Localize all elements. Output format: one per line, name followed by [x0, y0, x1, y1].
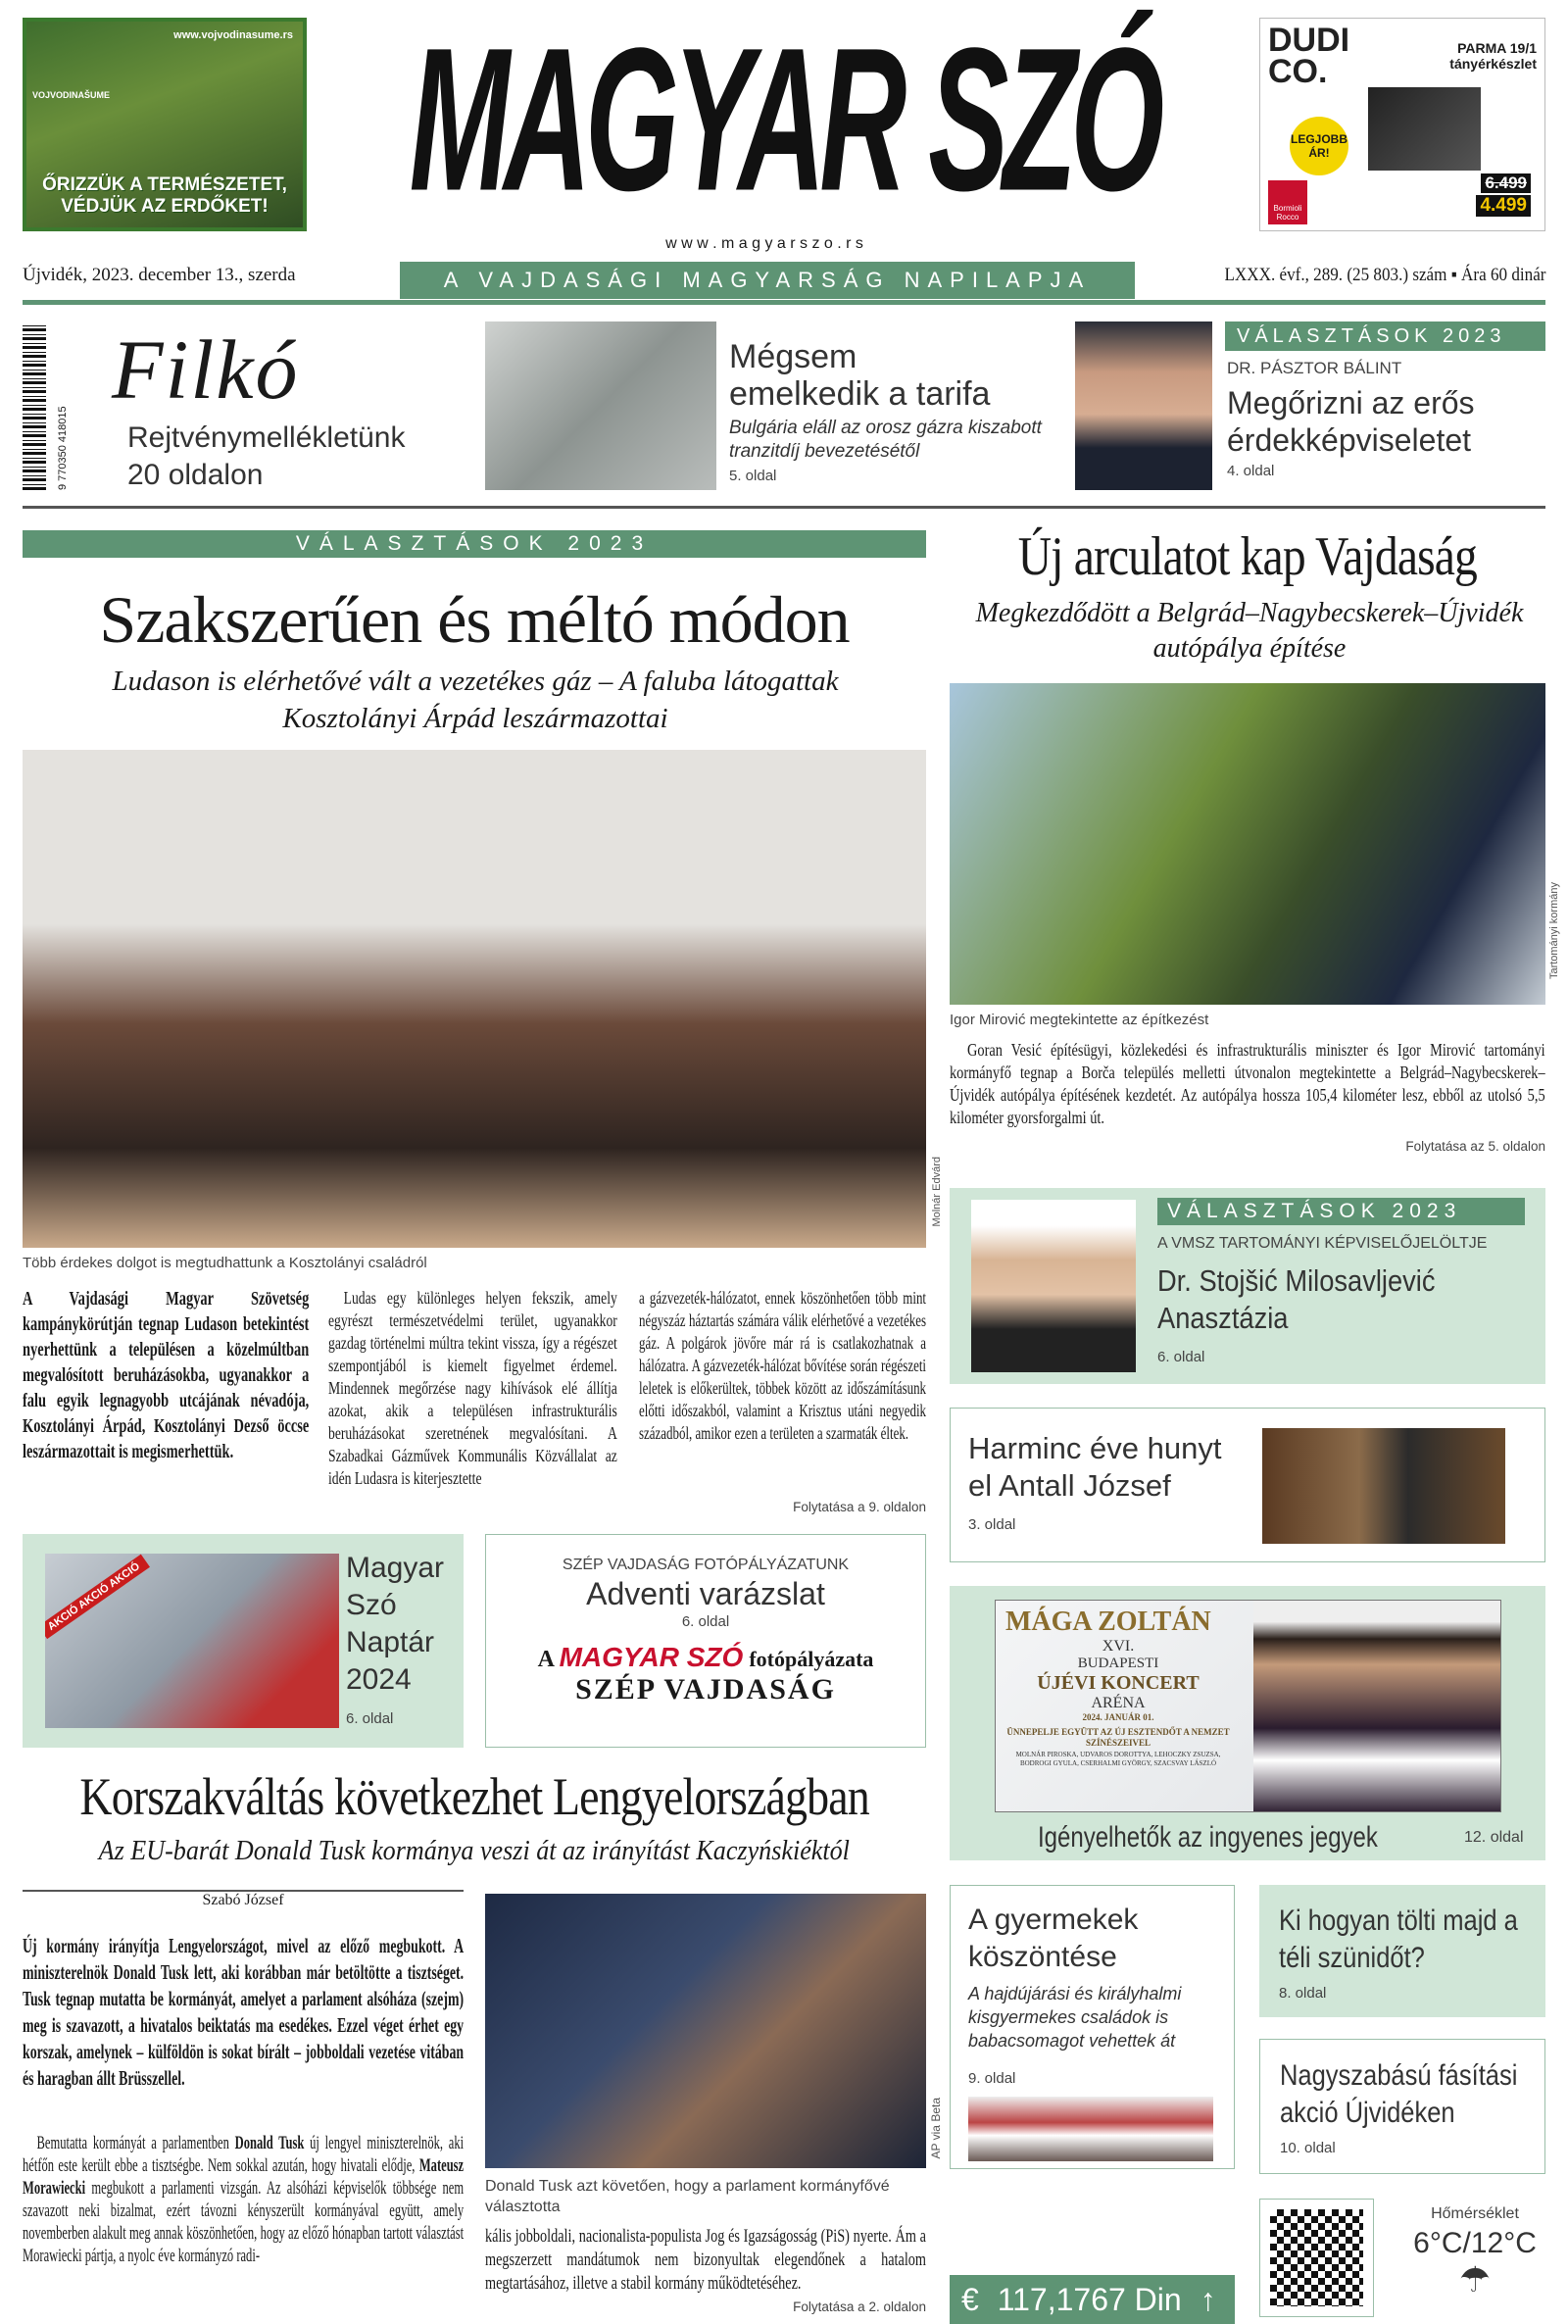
highway-photo-credit: Tartományi kormány — [1548, 882, 1560, 980]
weather — [1404, 2205, 1545, 2299]
naptar-page: 6. oldal — [346, 1710, 394, 1727]
gyermekek-page: 9. oldal — [968, 2070, 1016, 2087]
masthead-logo[interactable]: MAGYAR SZÓ — [409, 5, 1158, 233]
fasitas-title: Nagyszabású fásítási akció Újvidéken — [1280, 2059, 1518, 2129]
logo-a: A — [537, 1647, 554, 1672]
maga-concert-promo[interactable] — [950, 1586, 1545, 1860]
lead-continued[interactable]: Folytatása a 9. oldalon — [793, 1500, 926, 1514]
lead-col1: A Vajdasági Magyar Szövetség kampánykörútján tegnap Ludason betekintést nyerhettünk a településen a közelmúltban megvalósított beruházásokba, ugyanakkor a falu egyik legnagyobb utcájának névadója, Kosztolányi Árpád, Kosztolányi Dezső öccse leszármazottait is megismerhettük. — [23, 1289, 310, 1462]
ad-venue: ARÉNA — [1091, 1695, 1146, 1711]
highway-body: Goran Vesić építésügyi, közlekedési és infrastrukturális miniszter és Igor Mirović tartományi kormányfő tegnap a Borča település melletti útvonalon megtekintette a Belgrád–Nagybecskerek– Újvidék autópálya építésének kezdetét. Az autópálya hossza 105,4 kilométer lesz, ebből az utolsó 5,5 kilométer gyorsforgalmi út. — [950, 1040, 1545, 1127]
ad-vojvodinasume[interactable] — [23, 18, 307, 231]
pasztor-name: DR. PÁSZTOR BÁLINT — [1227, 359, 1402, 377]
lead-col2: Ludas egy különleges helyen fekszik, amely egyrészt természetvédelmi terület, ugyanakkor gazdag történelmi múltra tekint vissza, így a régészet szempontjából is kiemelt figyelmet érdemel. Mindennek megőrzése nagy kihívások elé állítja azokat, akik a településen infrastrukturális beruházásokat szeretnének megvalósítani. A Szabadkai Gázművek Kommunális Közvállalat az idén Ludasra is kiterjesztette — [328, 1288, 617, 1488]
lead-photo[interactable] — [23, 750, 926, 1248]
qr-code-icon — [1270, 2209, 1363, 2306]
antall-page: 3. oldal — [968, 1516, 1016, 1533]
foto-title: Adventi varázslat — [586, 1576, 825, 1611]
stojsic-kicker: A VMSZ TARTOMÁNYI KÉPVISELŐJELÖLTJE — [1157, 1235, 1488, 1252]
filko-text: Rejtvénymellékletünk 20 oldalon — [127, 421, 406, 491]
ad-edition: XVI. — [1102, 1638, 1135, 1655]
lead-headline[interactable]: Szakszerűen és méltó módon — [99, 582, 850, 657]
gyermekek-sub: A hajdújárási és királyhalmi kisgyermekes családok is babacsomagot vehettek át — [968, 1984, 1182, 2051]
logo-suffix: fotópályázata — [749, 1647, 874, 1671]
foto-contest[interactable] — [485, 1534, 926, 1748]
foto-kicker: SZÉP VAJDASÁG FOTÓPÁLYÁZATUNK — [562, 1557, 850, 1573]
weather-value: 6°C/12°C — [1413, 2227, 1537, 2259]
gyermekek-teaser[interactable] — [950, 1885, 1235, 2169]
gas-sub: Bulgária eláll az orosz gázra kiszabott tranzitdíj bevezetésétől — [729, 418, 1042, 462]
ad-dudico[interactable] — [1259, 18, 1545, 231]
highway-caption: Igor Mirović megtekintette az építkezést — [950, 1012, 1209, 1028]
text: megbukott a parlamenti vizsgán. Az alsóházi képviselők többsége nem szavazott neki bizalmat, ezért távozni kényszerült kormányával együtt, amely novemberben alakult meg annak köszönhetően, hogy az előző hónapban tartott választást Morawiecki pártja, a nyolc éve kormányzó radi- — [23, 2178, 465, 2266]
cloud-rain-icon: ☂ — [1458, 2260, 1492, 2299]
highway-subtitle: Megkezdődött a Belgrád–Nagybecskerek–Újvidék autópálya építése — [975, 598, 1524, 664]
szunido-teaser[interactable] — [1259, 1885, 1545, 2017]
text: Bemutatta kormányát a parlamentben — [36, 2133, 235, 2153]
stojsic-name: Dr. Stojšić Milosavljević Anasztázia — [1157, 1263, 1436, 1335]
highway-continued[interactable]: Folytatása az 5. oldalon — [1405, 1139, 1545, 1154]
ad-name: MÁGA ZOLTÁN — [1005, 1607, 1211, 1637]
issue-date: Újvidék, 2023. december 13., szerda — [23, 265, 296, 285]
tusk-photo-credit: AP via Beta — [929, 2098, 943, 2159]
szunido-title: Ki hogyan tölti majd a téli szünidőt? — [1279, 1904, 1518, 1974]
ad-event: ÚJÉVI KONCERT — [1037, 1672, 1200, 1694]
elections-band: VÁLASZTÁSOK 2023 — [1157, 1198, 1525, 1225]
fasitas-page: 10. oldal — [1280, 2140, 1336, 2156]
person-name: Mateusz Morawiecki — [23, 2155, 465, 2199]
elections-band: VÁLASZTÁSOK 2023 — [1225, 321, 1545, 351]
euro-value: 117,1767 Din — [997, 2282, 1182, 2317]
maga-title: Igényelhetők az ingyenes jegyek — [1038, 1821, 1378, 1854]
lead-subtitle: Ludason is elérhetővé vált a vezetékes gáz – A faluba látogattak Kosztolányi Árpád leszármazottai — [112, 666, 839, 734]
poland-subtitle: Az EU-barát Donald Tusk kormánya veszi át az irányítást Kaczyńskiéktól — [98, 1835, 850, 1866]
lead-col3: a gázvezeték-hálózatot, ennek köszönhetően több mint négyszáz háztartás számára válik elérhetővé a vezetékes gáz. A polgárok jövőre már rá is csatlakozhatnak a hálózatra. A gázvezeték-hálózat bővítése során régészeti leletek is előkerültek, többek között az időszámításunk előtti időszakból, valamint a Krisztus utáni negyedik századból, amikor ezen a területen a szarmaták éltek. — [639, 1288, 927, 1443]
concert-ad — [995, 1600, 1501, 1812]
szunido-page: 8. oldal — [1279, 1985, 1327, 2002]
lead-photo-credit: Molnár Edvárd — [931, 1157, 943, 1227]
ad-url: www.vojvodinasume.rs — [173, 29, 293, 41]
poland-body1 — [23, 2132, 464, 2267]
antall-teaser[interactable] — [950, 1408, 1545, 1562]
product-image — [1368, 87, 1481, 171]
gas-valve-photo[interactable] — [485, 321, 716, 490]
ad-slogan: ÜNNEPELJE EGYÜTT AZ ÚJ ESZTENDŐT A NEMZET SZÍNÉSZEIVEL — [1006, 1727, 1230, 1748]
ad-date: 2024. JANUÁR 01. — [1082, 1712, 1154, 1722]
euro-icon: € — [961, 2282, 979, 2317]
author-line — [23, 1890, 464, 1909]
header-rule — [23, 300, 1545, 305]
barcode — [23, 323, 46, 490]
pasztor-photo[interactable] — [1075, 321, 1212, 490]
promo-ribbon: AKCIÓ AKCIÓ AKCIÓ — [45, 1555, 150, 1639]
website[interactable]: w w w . m a g y a r s z o . r s — [665, 235, 863, 252]
logo-brand: MAGYAR SZÓ — [559, 1642, 744, 1672]
gyermekek-title: A gyermekek köszöntése — [968, 1904, 1139, 1973]
maker-logo: Bormioli Rocco — [1268, 180, 1307, 224]
stojsic-photo — [971, 1200, 1136, 1372]
poland-headline[interactable]: Korszakváltás következhet Lengyelországban — [79, 1767, 869, 1826]
ad-cast: MOLNÁR PIROSKA, UDVAROS DOROTTYA, LEHOCZKY ZSUZSA, BODROGI GYULA, CSERHALMI GYÖRGY, SZACSVAY LÁSZLÓ — [1015, 1751, 1221, 1767]
poland-body2: kális jobboldali, nacionalista-populista Jog és Igazságosság (PiS) nyerte. Ám a megszerzett mandátumok nem bizonyultak elegendőnek a hatalom megtartásához, illetve a stabil kormány működtetéséhez. — [485, 2226, 926, 2294]
ad-slogan: ŐRIZZÜK A TERMÉSZETET, VÉDJÜK AZ ERDŐKET! — [42, 174, 287, 217]
antall-photo — [1262, 1428, 1505, 1544]
author: Szabó József — [202, 1892, 284, 1908]
pasztor-page: 4. oldal — [1227, 463, 1275, 479]
weather-label: Hőmérséklet — [1431, 2205, 1519, 2222]
text: új lengyel miniszterelnök, aki hétfőn este került ebbe a tisztségbe. Nem sokkal azután, hogy hivatali elődje, — [23, 2133, 465, 2176]
ad-brand: VOJVODINAŠUME — [32, 90, 111, 100]
foto-page: 6. oldal — [681, 1613, 730, 1630]
poland-lead: Új kormány irányítja Lengyelországot, mivel az előző megbukott. A miniszterelnök Donald Tusk lett, aki korábban már betöltötte a tisztséget. Tusk tegnap mutatta be kormányát, amelyet a parlament alsóháza (szejm) meg is szavazott, a hivatalos beiktatás ma esedékes. Ezzel véget érhet egy korszak, amelynek – külföldön is sokat bírált – jobboldali vezetése vitában és haragban állt Brüsszellel. — [23, 1934, 465, 2090]
ad-brand: DUDI CO. — [1268, 22, 1350, 90]
ad-product: PARMA 19/1 tányérkészlet — [1449, 40, 1537, 72]
stojsic-teaser[interactable] — [950, 1188, 1545, 1384]
old-price: 6.499 — [1481, 173, 1531, 193]
issue-info: LXXX. évf., 289. (25 803.) szám ▪ Ára 60 dinár — [1223, 265, 1545, 285]
person-name: Donald Tusk — [234, 2133, 305, 2153]
filko-promo[interactable] — [108, 323, 412, 495]
qr-code[interactable] — [1259, 2199, 1374, 2317]
gyermekek-photo — [968, 2097, 1213, 2161]
naptar-promo[interactable] — [23, 1534, 464, 1748]
barcode-number: 9 770350 418015 — [57, 406, 69, 490]
highway-photo[interactable] — [950, 683, 1545, 1005]
ad-city: BUDAPESTI — [1077, 1656, 1159, 1671]
lead-caption: Több érdekes dolgot is megtudhattunk a Kosztolányi családról — [23, 1255, 427, 1271]
filko-logo: Filkó — [112, 322, 300, 417]
tagline-band: A VAJDASÁGI MAGYARSÁG NAPILAPJA — [400, 262, 1135, 299]
lead-band: VÁLASZTÁSOK 2023 — [23, 530, 926, 558]
singer-photo — [1253, 1601, 1500, 1812]
pasztor-teaser[interactable] — [1227, 359, 1545, 479]
section-rule — [23, 506, 1545, 509]
maga-page: 12. oldal — [1464, 1829, 1524, 1846]
tusk-caption: Donald Tusk azt követően, hogy a parlament kormányfővé választotta — [485, 2178, 890, 2215]
calendar-image — [45, 1554, 339, 1728]
price-burst: LEGJOBB ÁR! — [1290, 117, 1348, 175]
arrow-up-icon: ↑ — [1200, 2282, 1216, 2317]
pasztor-title: Megőrizni az erős érdekképviseletet — [1227, 385, 1475, 458]
fasitas-teaser[interactable] — [1259, 2039, 1545, 2174]
new-price: 4.499 — [1476, 195, 1531, 217]
gas-page: 5. oldal — [729, 468, 777, 484]
naptar-title: Magyar Szó Naptár 2024 — [346, 1552, 445, 1696]
logo-line2: SZÉP VAJDASÁG — [575, 1673, 836, 1706]
poland-continued[interactable]: Folytatása a 2. oldalon — [793, 2299, 926, 2314]
stojsic-page: 6. oldal — [1157, 1349, 1205, 1365]
gas-title: Mégsem emelkedik a tarifa — [729, 338, 991, 413]
highway-headline[interactable]: Új arculatot kap Vajdaság — [1017, 526, 1477, 587]
gas-teaser[interactable] — [729, 338, 1053, 484]
tusk-photo[interactable] — [485, 1894, 926, 2168]
antall-title: Harminc éve hunyt el Antall József — [968, 1431, 1222, 1503]
foto-logo — [486, 1642, 925, 1673]
